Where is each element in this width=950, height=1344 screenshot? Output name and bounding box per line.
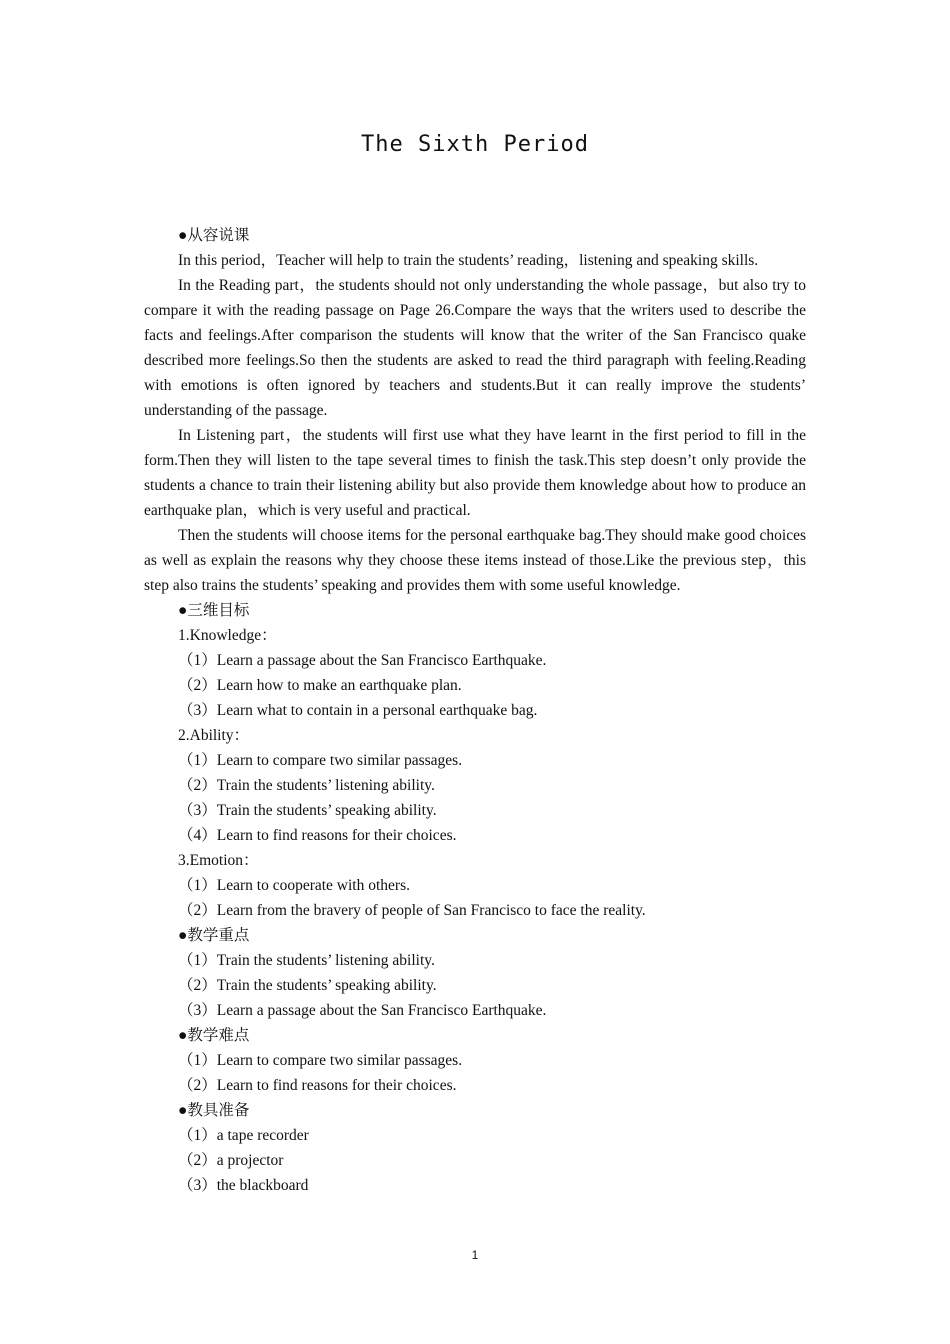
document-body <box>144 223 806 1198</box>
list-item: （4）Learn to find reasons for their choices. <box>178 827 457 844</box>
intro-paragraph: In the Reading part，the students should not only understanding the whole passage，but also try to compare it with the reading passage on Page 26.Compare the ways that the writers used to describe the facts and feelings.After comparison the students will know that the writer of the San Francisco quake described more feelings.So then the students are asked to read the third paragraph with feeling.Reading with emotions is often ignored by teachers and students.But it can really improve the students’ understanding of the passage. <box>144 277 806 419</box>
emotion-label: 3.Emotion： <box>178 852 259 869</box>
knowledge-label: 1.Knowledge： <box>178 627 277 644</box>
list-item: （2）Learn to find reasons for their choices. <box>178 1077 457 1094</box>
intro-paragraph: In Listening part，the students will first use what they have learnt in the first period to fill in the form.Then they will listen to the tape several times to finish the task.This step doesn’t only provide the students a chance to train their listening ability but also provide them knowledge about how to produce an earthquake plan，which is very useful and practical. <box>144 427 806 519</box>
section-heading-difficulties: ●教学难点 <box>178 1027 250 1044</box>
ability-label: 2.Ability： <box>178 727 250 744</box>
list-item: （1）Learn to compare two similar passages. <box>178 1052 463 1069</box>
list-item: （2）Learn from the bravery of people of San Francisco to face the reality. <box>178 902 646 919</box>
intro-paragraph: Then the students will choose items for the personal earthquake bag.They should make good choices as well as explain the reasons why they choose these items instead of those.Like the previous step，this step also trains the students’ speaking and provides them with some useful knowledge. <box>144 527 806 594</box>
list-item: （3）Learn what to contain in a personal earthquake bag. <box>178 702 538 719</box>
list-item: （2）Train the students’ listening ability. <box>178 777 435 794</box>
list-item: （3）Learn a passage about the San Francisco Earthquake. <box>178 1002 547 1019</box>
list-item: （2）Learn how to make an earthquake plan. <box>178 677 462 694</box>
page-title: The Sixth Period <box>361 132 589 157</box>
list-item: （2）Train the students’ speaking ability. <box>178 977 437 994</box>
list-item: （3）Train the students’ speaking ability. <box>178 802 437 819</box>
list-item: （3）the blackboard <box>178 1177 309 1194</box>
list-item: （1）Learn to cooperate with others. <box>178 877 410 894</box>
list-item: （1）a tape recorder <box>178 1127 309 1144</box>
section-heading-objectives: ●三维目标 <box>178 602 250 619</box>
section-heading-teaching-aids: ●教具准备 <box>178 1102 250 1119</box>
list-item: （1）Learn to compare two similar passages. <box>178 752 463 769</box>
intro-paragraph: In this period，Teacher will help to train the students’ reading，listening and speaking skills. <box>178 252 759 269</box>
list-item: （2）a projector <box>178 1152 284 1169</box>
page-number: 1 <box>471 1248 479 1262</box>
list-item: （1）Learn a passage about the San Francisco Earthquake. <box>178 652 547 669</box>
list-item: （1）Train the students’ listening ability. <box>178 952 435 969</box>
section-heading-key-points: ●教学重点 <box>178 927 250 944</box>
section-heading-intro: ●从容说课 <box>178 227 250 244</box>
